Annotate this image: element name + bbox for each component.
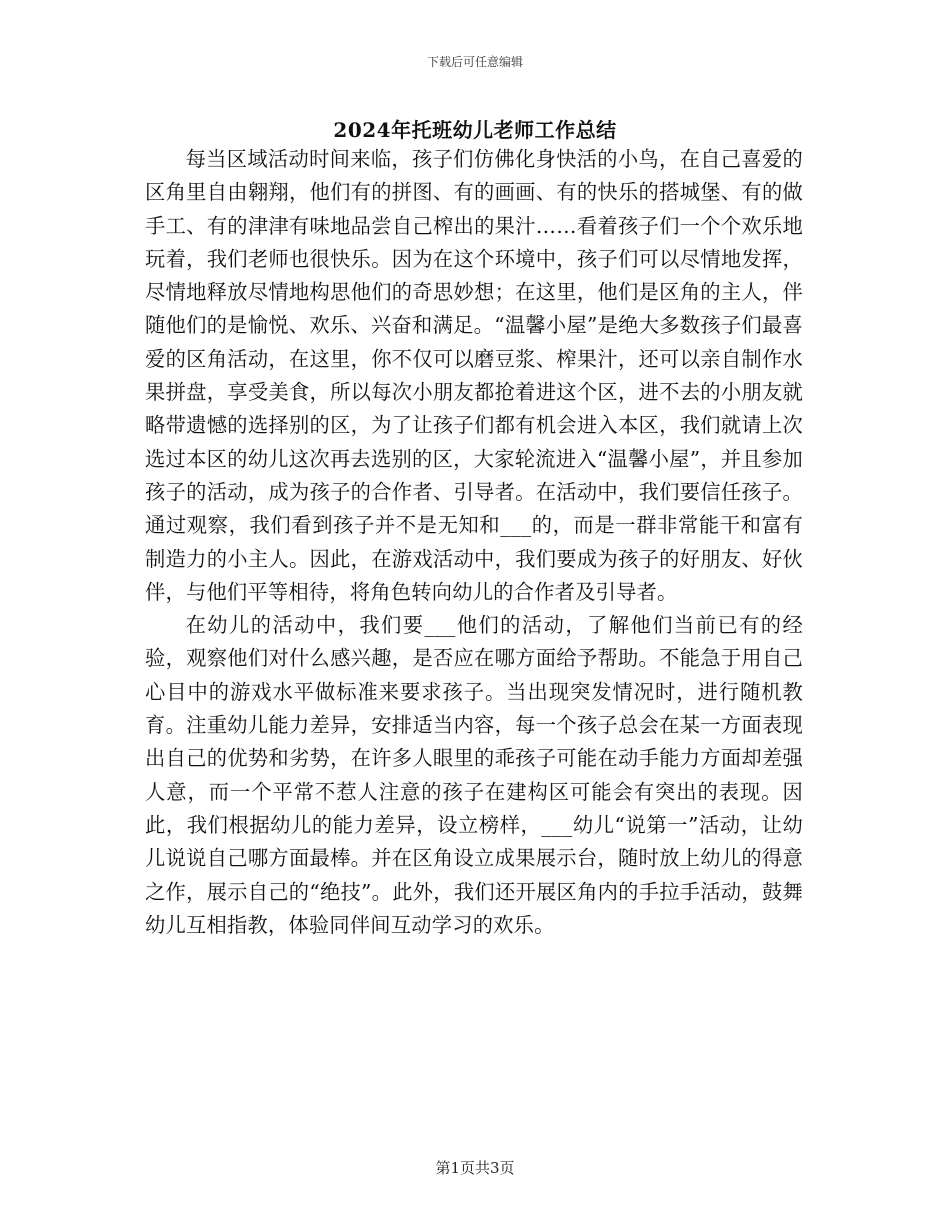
paragraph-2: 在幼儿的活动中，我们要___他们的活动，了解他们当前已有的经验，观察他们对什么感兴趣，是否应在哪方面给予帮助。不能急于用自己心目中的游戏水平做标准来要求孩子。当出现突发情况时，进行随机教育。注重幼儿能力差异，安排适当内容，每一个孩子总会在某一方面表现出自己的优势和劣势，在许多人眼里的乖孩子可能在动手能力方面却差强人意，而一个平常不惹人注意的孩子在建构区可能会有突出的表现。因此，我们根据幼儿的能力差异，设立榜样，___幼儿“说第一”活动，让幼儿说说自己哪方面最棒。并在区角设立成果展示台，随时放上幼儿的得意之作，展示自己的“绝技”。此外，我们还开展区角内的手拉手活动，鼓舞幼儿互相指教，体验同伴间互动学习的欢乐。 [145,613,803,937]
page-number: 第1页共3页 [435,1159,515,1177]
paragraph-1: 每当区域活动时间来临，孩子们仿佛化身快活的小鸟，在自己喜爱的区角里自由翱翔，他们有的拼图、有的画画、有的快乐的搭城堡、有的做手工、有的津津有味地品尝自己榨出的果汁……看着孩子们一个个欢乐地玩着，我们老师也很快乐。因为在这个环境中，孩子们可以尽情地发挥，尽情地释放尽情地构思他们的奇思妙想；在这里，他们是区角的主人，伴随他们的是愉悦、欢乐、兴奋和满足。“温馨小屋”是绝大多数孩子们最喜爱的区角活动，在这里，你不仅可以磨豆浆、榨果汁，还可以亲自制作水果拼盘，享受美食，所以每次小朋友都抢着进这个区，进不去的小朋友就略带遗憾的选择别的区，为了让孩子们都有机会进入本区，我们就请上次选过本区的幼儿这次再去选别的区，大家轮流进入“温馨小屋”，并且参加孩子的活动，成为孩子的合作者、引导者。在活动中，我们要信任孩子。通过观察，我们看到孩子并不是无知和___的，而是一群非常能干和富有制造力的小主人。因此，在游戏活动中，我们要成为孩子的好朋友、好伙伴，与他们平等相待，将角色转向幼儿的合作者及引导者。 [145,147,803,604]
page-header-note: 下载后可任意编辑 [426,55,523,69]
document-body [145,143,803,942]
document-title: 2024年托班幼儿老师工作总结 [333,118,617,142]
